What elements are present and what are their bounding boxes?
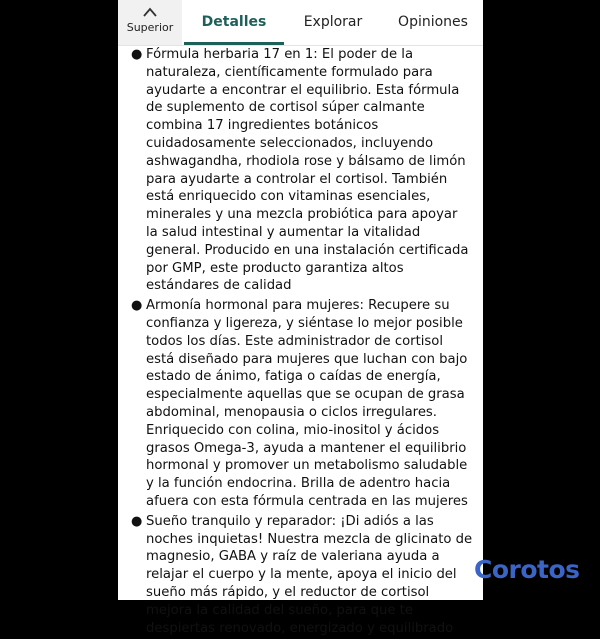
list-item [118, 46, 483, 295]
bullet-icon: ● [131, 47, 143, 62]
watermark-logo [474, 555, 586, 591]
chevron-up-icon [142, 6, 158, 18]
list-item-text: Fórmula herbaria 17 en 1: El poder de la naturaleza, científicamente formulado para ayudarte a encontrar el equilibrio. Esta fórmula de suplemento de cortisol súper calmante combina 17 ingredientes botánicos cuidadosamente seleccionados, incluyendo ashwagandha, rhodiola rose y bálsamo de limón para ayudarte a controlar el cortisol. También está enriquecido con vitaminas esenciales, minerales y una mezcla probiótica para apoyar la salud intestinal y aumentar la vitalidad general. Producido en una instalación certificada por GMP, este producto garantiza altos estándares de calidad [146, 47, 469, 294]
scroll-to-top-label: Superior [126, 21, 174, 34]
list-item-text: Sueño tranquilo y reparador: ¡Di adiós a las noches inquietas! Nuestra mezcla de glicinato de magnesio, GABA y raíz de valeriana ayuda a relajar el cuerpo y la mente, apoya el inicio del sueño más rápido, y el reductor de cortisol mejora la calidad del sueño, para que te despiertas renovado, energizado y equilibrado [146, 513, 473, 636]
active-tab-indicator [184, 42, 284, 45]
bullet-icon: ● [131, 513, 143, 529]
list-item [118, 297, 483, 511]
tab-detalles[interactable]: Detalles [201, 14, 267, 30]
bullet-icon: ● [131, 298, 143, 314]
scroll-to-top-button[interactable] [118, 0, 182, 45]
product-details-screen [118, 0, 483, 636]
feature-list [118, 46, 483, 637]
list-item-text: Armonía hormonal para mujeres: Recupere su confianza y ligereza, y siéntase lo mejor posible todos los días. Este administrador de cortisol está diseñado para mujeres que luchan con bajo estado de ánimo, fatiga o caídas de energía, especialmente aquellas que se ocupan de grasa abdominal, menopausia o ciclos irregulares. Enriquecido con colina, mio-inositol y ácidos grasos Omega-3, ayuda a mantener el equilibrio hormonal y promover un metabolismo saludable y la función endocrina. Brilla de adentro hacia afuera con esta fórmula centrada en las mujeres [146, 298, 468, 509]
watermark-text: Corotos [474, 555, 580, 584]
product-description [118, 46, 483, 639]
tab-opiniones[interactable]: Opiniones [398, 14, 468, 30]
tab-explorar[interactable]: Explorar [303, 14, 363, 30]
list-item [118, 513, 483, 638]
tab-bar [118, 0, 483, 46]
